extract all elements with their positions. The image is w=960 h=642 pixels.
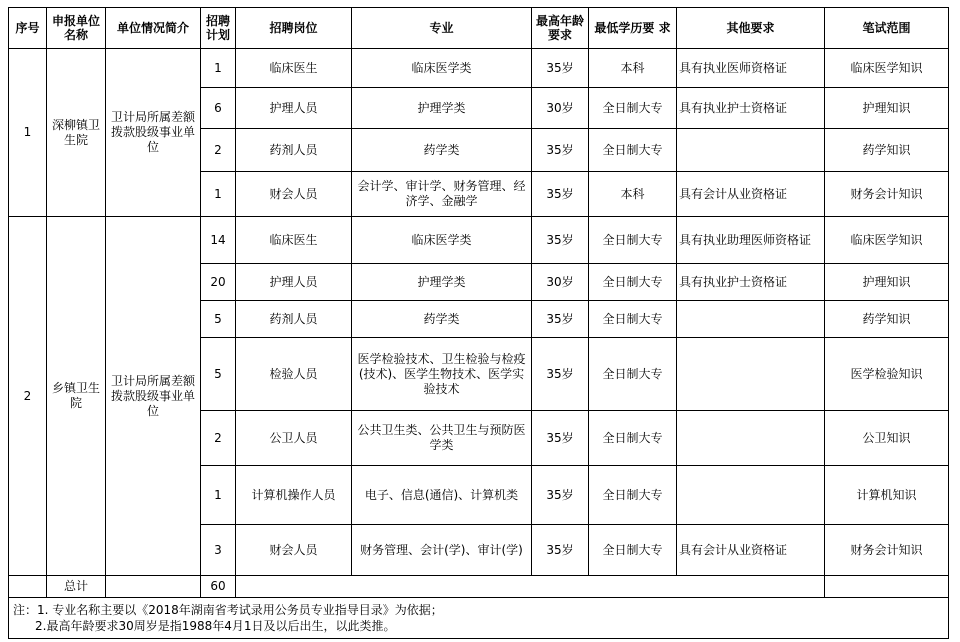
- other-cell: 具有执业助理医师资格证: [677, 217, 825, 264]
- plan-cell: 6: [201, 88, 236, 129]
- plan-cell: 14: [201, 217, 236, 264]
- total-row: [9, 576, 949, 598]
- plan-cell: 1: [201, 49, 236, 88]
- edu-cell: 全日制大专: [589, 217, 677, 264]
- other-cell: 具有执业护士资格证: [677, 88, 825, 129]
- recruitment-table: [8, 7, 949, 639]
- age-cell: 35岁: [532, 466, 589, 525]
- total-value: 60: [201, 576, 236, 598]
- plan-cell: 20: [201, 264, 236, 301]
- exam-cell: 临床医学知识: [825, 217, 949, 264]
- plan-cell: 3: [201, 525, 236, 576]
- header-exam: 笔试范围: [825, 8, 949, 49]
- major-cell: 电子、信息(通信)、计算机类: [352, 466, 532, 525]
- notes-row: [9, 598, 949, 639]
- unit-intro-cell: 卫计局所属差额拨款股级事业单位: [106, 49, 201, 217]
- post-cell: 护理人员: [236, 88, 352, 129]
- post-cell: 计算机操作人员: [236, 466, 352, 525]
- post-cell: 公卫人员: [236, 411, 352, 466]
- exam-cell: 财务会计知识: [825, 525, 949, 576]
- note-1: 注：1. 专业名称主要以《2018年湖南省考试录用公务员专业指导目录》为依据；: [13, 603, 443, 617]
- exam-cell: 财务会计知识: [825, 172, 949, 217]
- age-cell: 35岁: [532, 338, 589, 411]
- header-other: 其他要求: [677, 8, 825, 49]
- plan-cell: 5: [201, 301, 236, 338]
- post-cell: 临床医生: [236, 217, 352, 264]
- unit-name-cell: 乡镇卫生院: [47, 217, 106, 576]
- age-cell: 35岁: [532, 411, 589, 466]
- other-cell: [677, 301, 825, 338]
- major-cell: 公共卫生类、公共卫生与预防医学类: [352, 411, 532, 466]
- other-cell: 具有会计从业资格证: [677, 172, 825, 217]
- total-label: 总计: [47, 576, 106, 598]
- major-cell: 临床医学类: [352, 49, 532, 88]
- edu-cell: 全日制大专: [589, 301, 677, 338]
- major-cell: 临床医学类: [352, 217, 532, 264]
- plan-cell: 2: [201, 411, 236, 466]
- major-cell: 药学类: [352, 301, 532, 338]
- age-cell: 35岁: [532, 172, 589, 217]
- major-cell: 护理学类: [352, 264, 532, 301]
- unit-intro-cell: 卫计局所属差额拨款股级事业单位: [106, 217, 201, 576]
- exam-cell: 计算机知识: [825, 466, 949, 525]
- age-cell: 35岁: [532, 301, 589, 338]
- edu-cell: 本科: [589, 49, 677, 88]
- edu-cell: 本科: [589, 172, 677, 217]
- exam-cell: 公卫知识: [825, 411, 949, 466]
- unit-name-cell: 深柳镇卫生院: [47, 49, 106, 217]
- major-cell: 药学类: [352, 129, 532, 172]
- seq-cell: 1: [9, 49, 47, 217]
- post-cell: 药剂人员: [236, 129, 352, 172]
- plan-cell: 2: [201, 129, 236, 172]
- seq-cell: 2: [9, 217, 47, 576]
- notes: [9, 598, 949, 639]
- exam-cell: 药学知识: [825, 301, 949, 338]
- header-max-age: 最高年龄要求: [532, 8, 589, 49]
- major-cell: 医学检验技术、卫生检验与检疫(技术)、医学生物技术、医学实验技术: [352, 338, 532, 411]
- other-cell: 具有会计从业资格证: [677, 525, 825, 576]
- plan-cell: 5: [201, 338, 236, 411]
- major-cell: 财务管理、会计(学)、审计(学): [352, 525, 532, 576]
- edu-cell: 全日制大专: [589, 525, 677, 576]
- header-major: 专业: [352, 8, 532, 49]
- age-cell: 35岁: [532, 217, 589, 264]
- exam-cell: 护理知识: [825, 88, 949, 129]
- table-row: [9, 49, 949, 88]
- exam-cell: 护理知识: [825, 264, 949, 301]
- other-cell: [677, 338, 825, 411]
- other-cell: [677, 466, 825, 525]
- age-cell: 30岁: [532, 88, 589, 129]
- post-cell: 检验人员: [236, 338, 352, 411]
- age-cell: 35岁: [532, 49, 589, 88]
- plan-cell: 1: [201, 466, 236, 525]
- edu-cell: 全日制大专: [589, 129, 677, 172]
- age-cell: 35岁: [532, 525, 589, 576]
- other-cell: 具有执业护士资格证: [677, 264, 825, 301]
- recruitment-table-wrapper: [8, 7, 949, 639]
- major-cell: 护理学类: [352, 88, 532, 129]
- other-cell: [677, 129, 825, 172]
- major-cell: 会计学、审计学、财务管理、经济学、金融学: [352, 172, 532, 217]
- post-cell: 财会人员: [236, 172, 352, 217]
- post-cell: 财会人员: [236, 525, 352, 576]
- other-cell: 具有执业医师资格证: [677, 49, 825, 88]
- header-row: [9, 8, 949, 49]
- table-row: [9, 217, 949, 264]
- edu-cell: 全日制大专: [589, 411, 677, 466]
- other-cell: [677, 411, 825, 466]
- post-cell: 护理人员: [236, 264, 352, 301]
- header-min-edu: 最低学历要 求: [589, 8, 677, 49]
- header-seq: 序号: [9, 8, 47, 49]
- edu-cell: 全日制大专: [589, 88, 677, 129]
- header-unit-intro: 单位情况简介: [106, 8, 201, 49]
- plan-cell: 1: [201, 172, 236, 217]
- post-cell: 药剂人员: [236, 301, 352, 338]
- table-body: [9, 49, 949, 576]
- header-post: 招聘岗位: [236, 8, 352, 49]
- age-cell: 30岁: [532, 264, 589, 301]
- exam-cell: 药学知识: [825, 129, 949, 172]
- header-unit-name: 申报单位名称: [47, 8, 106, 49]
- age-cell: 35岁: [532, 129, 589, 172]
- header-plan: 招聘计划: [201, 8, 236, 49]
- post-cell: 临床医生: [236, 49, 352, 88]
- edu-cell: 全日制大专: [589, 466, 677, 525]
- exam-cell: 临床医学知识: [825, 49, 949, 88]
- note-2: 2.最高年龄要求30周岁是指1988年4月1日及以后出生，以此类推。: [35, 619, 396, 633]
- exam-cell: 医学检验知识: [825, 338, 949, 411]
- edu-cell: 全日制大专: [589, 338, 677, 411]
- edu-cell: 全日制大专: [589, 264, 677, 301]
